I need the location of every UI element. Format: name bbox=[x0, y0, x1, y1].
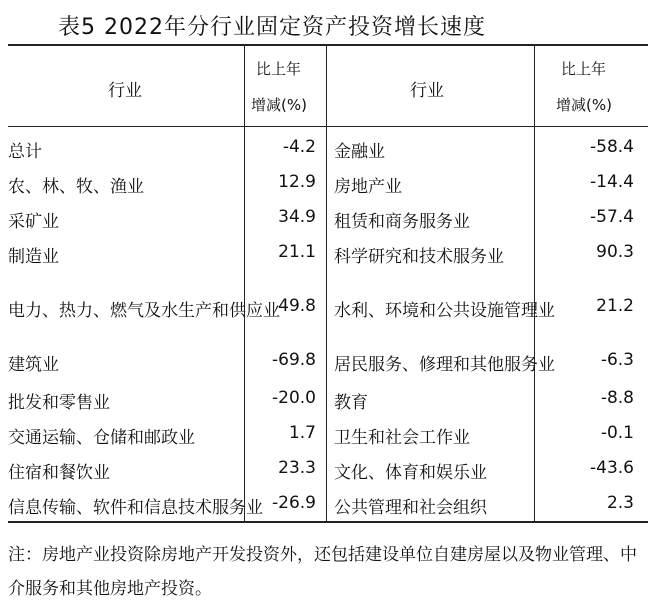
left-growth-value: -20.0 bbox=[272, 388, 316, 408]
left-growth-value: -69.8 bbox=[272, 350, 316, 370]
left-industry-name: 批发和零售业 bbox=[8, 393, 110, 413]
left-growth-value: 12.9 bbox=[278, 172, 316, 192]
column-divider-1 bbox=[244, 45, 245, 521]
header-industry-left: 行业 bbox=[108, 81, 142, 101]
right-industry-name: 文化、体育和娱乐业 bbox=[334, 463, 487, 483]
left-growth-value: -26.9 bbox=[272, 493, 316, 513]
right-industry-name: 租赁和商务服务业 bbox=[334, 212, 470, 232]
left-industry-name: 电力、热力、燃气及水生产和供应业 bbox=[8, 301, 280, 321]
left-industry-name: 信息传输、软件和信息技术服务业 bbox=[8, 498, 263, 518]
right-growth-value: -0.1 bbox=[600, 423, 634, 443]
right-industry-name: 金融业 bbox=[334, 142, 385, 162]
header-bottom-rule bbox=[8, 126, 648, 127]
left-industry-name: 农、林、牧、渔业 bbox=[8, 177, 144, 197]
header-growth-left-line2: 增减(%) bbox=[251, 96, 307, 114]
header-growth-right-line1: 比上年 bbox=[561, 60, 607, 78]
right-industry-name: 教育 bbox=[334, 393, 368, 413]
left-industry-name: 建筑业 bbox=[8, 355, 59, 375]
table-title: 表5 2022年分行业固定资产投资增长速度 bbox=[58, 15, 486, 40]
left-industry-name: 采矿业 bbox=[8, 212, 59, 232]
left-growth-value: 21.1 bbox=[278, 242, 316, 262]
header-growth-left-line1: 比上年 bbox=[256, 60, 302, 78]
right-growth-value: 90.3 bbox=[596, 242, 634, 262]
right-industry-name: 水利、环境和公共设施管理业 bbox=[334, 301, 555, 321]
right-growth-value: -43.6 bbox=[590, 458, 634, 478]
column-divider-3 bbox=[534, 45, 535, 521]
right-industry-name: 房地产业 bbox=[334, 177, 402, 197]
top-rule bbox=[8, 44, 648, 46]
right-growth-value: -8.8 bbox=[600, 388, 634, 408]
left-growth-value: 34.9 bbox=[278, 207, 316, 227]
right-industry-name: 公共管理和社会组织 bbox=[334, 498, 487, 518]
left-industry-name: 总计 bbox=[8, 142, 42, 162]
left-growth-value: -4.2 bbox=[282, 137, 316, 157]
left-industry-name: 制造业 bbox=[8, 247, 59, 267]
column-divider-2 bbox=[326, 45, 327, 521]
left-growth-value: 49.8 bbox=[278, 296, 316, 316]
right-growth-value: -14.4 bbox=[590, 172, 634, 192]
left-industry-name: 住宿和餐饮业 bbox=[8, 463, 110, 483]
footnote: 注：房地产业投资除房地产开发投资外，还包括建设单位自建房屋以及物业管理、中介服务和其他房地产投资。 bbox=[8, 545, 637, 599]
bottom-rule bbox=[8, 521, 648, 523]
right-growth-value: 21.2 bbox=[596, 296, 634, 316]
right-growth-value: 2.3 bbox=[606, 493, 634, 513]
left-industry-name: 交通运输、仓储和邮政业 bbox=[8, 428, 195, 448]
right-industry-name: 科学研究和技术服务业 bbox=[334, 247, 504, 267]
right-industry-name: 居民服务、修理和其他服务业 bbox=[334, 355, 555, 375]
right-growth-value: -57.4 bbox=[590, 207, 634, 227]
right-industry-name: 卫生和社会工作业 bbox=[334, 428, 470, 448]
left-growth-value: 1.7 bbox=[288, 423, 316, 443]
header-industry-right: 行业 bbox=[410, 81, 444, 101]
right-growth-value: -58.4 bbox=[590, 137, 634, 157]
right-growth-value: -6.3 bbox=[600, 350, 634, 370]
header-growth-right-line2: 增减(%) bbox=[556, 96, 612, 114]
left-growth-value: 23.3 bbox=[278, 458, 316, 478]
